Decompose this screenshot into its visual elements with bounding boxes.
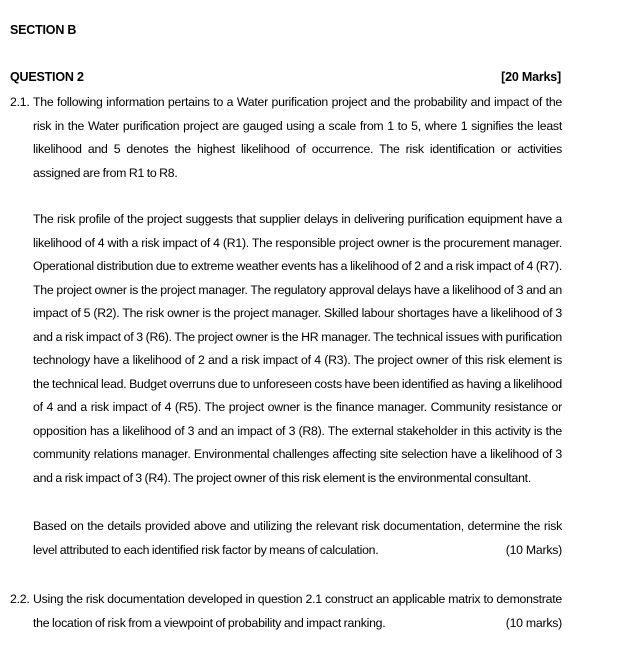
q2-1-intro: The following information pertains to a Water purification project and the probability and impact of the risk in the Water purification project are gauged using a scale from 1 to 5, where 1 signifies the least likelihood and 5 denotes the highest likelihood of occurrence. The risk identification or activities assigned are from R1 to R8. xyxy=(33,95,562,180)
q2-1-marks: (10 Marks) xyxy=(505,543,562,557)
q2-2-task: Using the risk documentation developed in question 2.1 construct an applicable matrix to demonstrate the location of risk from a viewpoint of probability and impact ranking. xyxy=(33,592,562,630)
question-marks: [20 Marks] xyxy=(501,70,561,84)
section-title: SECTION B xyxy=(10,23,77,37)
question-label: QUESTION 2 xyxy=(10,70,84,84)
question-header xyxy=(10,70,561,84)
q2-1-risk-profile: The risk profile of the project suggests that supplier delays in delivering purification equipment have a likelihood of 4 with a risk impact of 4 (R1). The responsible project owner is the procurement manager. Operational distribution due to extreme weather events has a likelihood of 2 and a risk impact of 4 (R7). The project owner is the project manager. The regulatory approval delays have a likelihood of 3 and an impact of 5 (R2). The risk owner is the project manager. Skilled labour shortages have a likelihood of 3 and a risk impact of 3 (R6). The project owner is the HR manager. The technical issues with purification technology have a likelihood of 2 and a risk impact of 4 (R3). The project owner of this risk element is the technical lead. Budget overruns due to unforeseen costs have been identified as having a likelihood of 4 and a risk impact of 4 (R5). The project owner is the finance manager. Community resistance or opposition has a likelihood of 3 and an impact of 3 (R8). The external stakeholder in this activity is the community relations manager. Environmental challenges affecting site selection have a likelihood of 3 and a risk impact of 3 (R4). The project owner of this risk element is the environmental consultant. xyxy=(33,212,562,485)
q2-1-task-text: Based on the details provided above and utilizing the relevant risk documentation, determine the risk level attributed to each identified risk factor by means of calculation. xyxy=(33,519,562,557)
q2-1-number: 2.1. xyxy=(10,95,30,109)
q2-2-marks: (10 marks) xyxy=(505,616,562,630)
q2-2-number: 2.2. xyxy=(10,592,30,606)
